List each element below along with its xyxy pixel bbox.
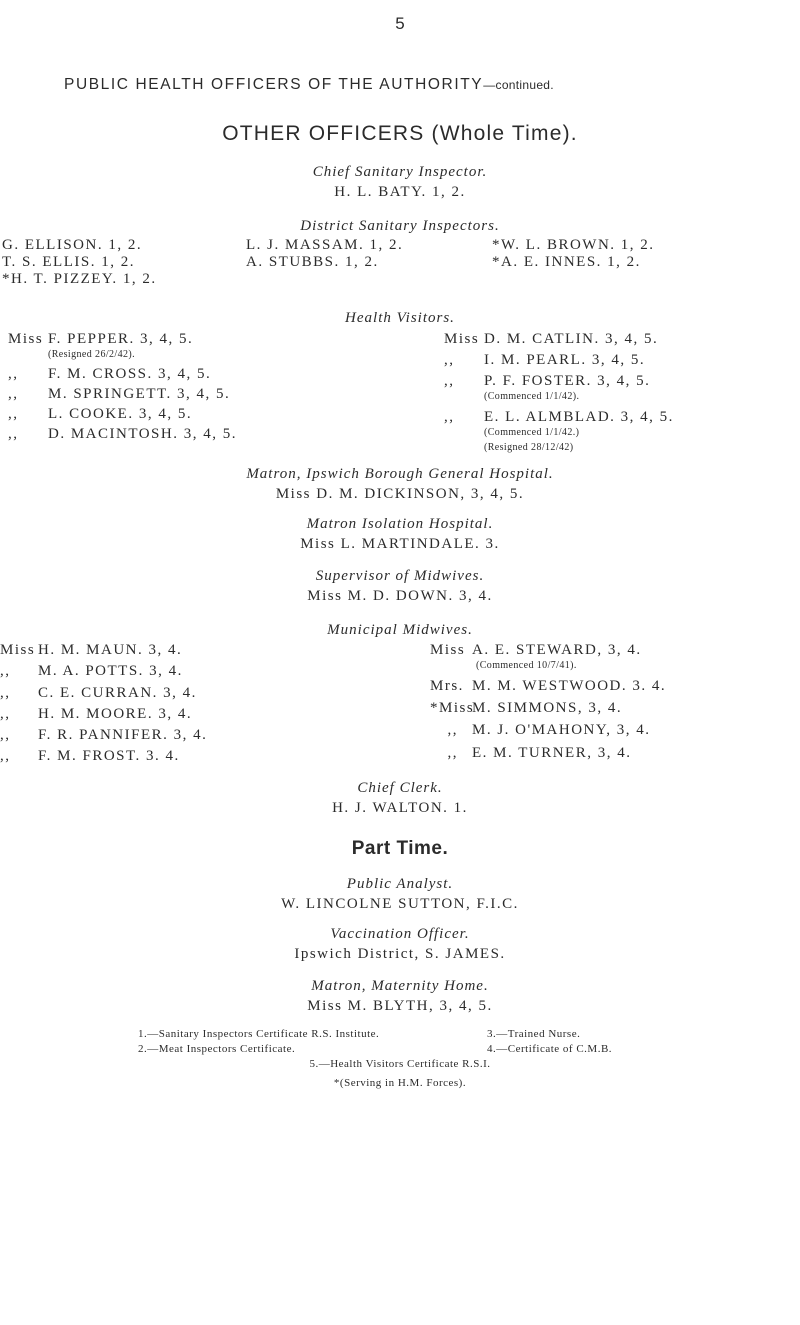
dsi-col1-row1: G. ELLISON. 1, 2.	[2, 237, 143, 253]
mm-right-name: E. M. TURNER, 3, 4.	[472, 745, 632, 761]
public-analyst-name: W. LINCOLNE SUTTON, F.I.C.	[281, 896, 519, 912]
mm-right-name: M. SIMMONS, 3, 4.	[472, 700, 623, 716]
page-number: 5	[395, 14, 405, 33]
mm-right-prefix: Mrs.	[430, 678, 464, 694]
dsi-col1-row2: T. S. ELLIS. 1, 2.	[2, 254, 135, 270]
matron-maternity-name: Miss M. BLYTH, 3, 4, 5.	[307, 998, 493, 1014]
hv-left-name: F. PEPPER. 3, 4, 5.	[48, 331, 194, 347]
footnote-3: 3.—Trained Nurse.	[487, 1028, 581, 1040]
hv-right-row3	[444, 373, 650, 390]
mm-left-name: M. A. POTTS. 3, 4.	[38, 663, 183, 679]
mm-left-row3	[0, 685, 197, 702]
hv-left-name: F. M. CROSS. 3, 4, 5.	[48, 366, 212, 382]
mm-right-row4	[430, 722, 651, 739]
mm-left-name: H. M. MOORE. 3, 4.	[38, 706, 193, 722]
hv-left-note: (Resigned 26/2/42).	[48, 349, 136, 360]
hv-left-prefix: ,,	[8, 386, 19, 402]
hv-left-row2	[8, 366, 211, 383]
footnote-1: 1.—Sanitary Inspectors Certificate R.S. Institute.	[138, 1028, 380, 1040]
running-header-suffix: —continued.	[483, 78, 554, 92]
hv-right-prefix: ,,	[444, 409, 455, 425]
mm-left-prefix: Miss	[0, 642, 36, 658]
hv-right-note-2: (Resigned 28/12/42)	[484, 442, 574, 453]
mm-left-row6	[0, 748, 180, 765]
supervisor-midwives-name: Miss M. D. DOWN. 3, 4.	[307, 588, 493, 604]
footnote-5: 5.—Health Visitors Certificate R.S.I.	[309, 1058, 491, 1070]
hv-left-prefix: ,,	[8, 426, 19, 442]
mm-right-name: M. J. O'MAHONY, 3, 4.	[472, 722, 651, 738]
matron-general-name: Miss D. M. DICKINSON, 3, 4, 5.	[275, 486, 525, 502]
matron-maternity-title: Matron, Maternity Home.	[311, 978, 489, 994]
health-visitors-title: Health Visitors.	[345, 310, 455, 326]
mm-right-name: M. M. WESTWOOD. 3. 4.	[472, 678, 667, 694]
hv-left-row5	[8, 426, 237, 443]
matron-general-title: Matron, Ipswich Borough General Hospital.	[246, 466, 554, 482]
mm-right-row2	[430, 678, 666, 695]
serving-note: *(Serving in H.M. Forces).	[333, 1077, 467, 1089]
hv-right-row1	[444, 331, 658, 348]
hv-right-name: E. L. ALMBLAD. 3, 4, 5.	[484, 409, 674, 425]
chief-sanitary-inspector-title: Chief Sanitary Inspector.	[312, 164, 488, 180]
hv-right-note: (Commenced 1/1/42).	[484, 391, 580, 402]
chief-sanitary-inspector-name: H. L. BATY. 1, 2.	[334, 184, 466, 200]
supervisor-midwives-title: Supervisor of Midwives.	[315, 568, 485, 584]
hv-left-prefix: ,,	[8, 366, 19, 382]
matron-isolation-title: Matron Isolation Hospital.	[306, 516, 494, 532]
part-time-heading: Part Time.	[351, 838, 449, 859]
hv-left-name: L. COOKE. 3, 4, 5.	[48, 406, 193, 422]
hv-left-row1	[8, 331, 193, 348]
hv-right-row4	[444, 409, 674, 426]
running-header-text: PUBLIC HEALTH OFFICERS OF THE AUTHORITY	[64, 76, 484, 93]
mm-left-name: F. R. PANNIFER. 3, 4.	[38, 727, 208, 743]
municipal-midwives-title: Municipal Midwives.	[327, 622, 473, 638]
mm-right-prefix: Miss	[430, 642, 466, 658]
mm-left-prefix: ,,	[0, 706, 11, 722]
running-header	[64, 76, 554, 94]
mm-right-prefix: ,,	[447, 722, 458, 738]
dsi-col1-row3: *H. T. PIZZEY. 1, 2.	[2, 271, 157, 287]
mm-left-row5	[0, 727, 207, 744]
hv-right-name: I. M. PEARL. 3, 4, 5.	[484, 352, 646, 368]
footnote-4: 4.—Certificate of C.M.B.	[487, 1043, 613, 1055]
hv-right-prefix: Miss	[444, 331, 480, 347]
mm-left-name: H. M. MAUN. 3, 4.	[38, 642, 183, 658]
footnote-2: 2.—Meat Inspectors Certificate.	[138, 1043, 296, 1055]
mm-left-prefix: ,,	[0, 727, 11, 743]
mm-right-row3	[430, 700, 622, 717]
mm-right-prefix: *Miss	[430, 700, 475, 716]
hv-right-prefix: ,,	[444, 373, 455, 389]
mm-left-prefix: ,,	[0, 748, 11, 764]
hv-left-name: D. MACINTOSH. 3, 4, 5.	[48, 426, 237, 442]
dsi-col2-row2: A. STUBBS. 1, 2.	[246, 254, 379, 270]
mm-right-name: A. E. STEWARD, 3, 4.	[472, 642, 642, 658]
hv-right-note: (Commenced 1/1/42.)	[484, 427, 580, 438]
hv-right-name: D. M. CATLIN. 3, 4, 5.	[484, 331, 659, 347]
vaccination-officer-title: Vaccination Officer.	[330, 926, 470, 942]
main-heading: OTHER OFFICERS (Whole Time).	[222, 122, 578, 145]
hv-left-prefix: Miss	[8, 331, 44, 347]
mm-right-prefix: ,,	[447, 745, 458, 761]
dsi-col3-row2: *A. E. INNES. 1, 2.	[492, 254, 641, 270]
mm-left-name: F. M. FROST. 3. 4.	[38, 748, 180, 764]
vaccination-officer-name: Ipswich District, S. JAMES.	[294, 946, 506, 962]
dsi-col2-row1: L. J. MASSAM. 1, 2.	[246, 237, 404, 253]
chief-clerk-title: Chief Clerk.	[357, 780, 443, 796]
mm-left-prefix: ,,	[0, 663, 11, 679]
mm-right-note: (Commenced 10/7/41).	[476, 660, 577, 671]
hv-left-name: M. SPRINGETT. 3, 4, 5.	[48, 386, 231, 402]
hv-right-prefix: ,,	[444, 352, 455, 368]
hv-left-row3	[8, 386, 230, 403]
mm-right-row1	[430, 642, 642, 659]
dsi-col3-row1: *W. L. BROWN. 1, 2.	[492, 237, 655, 253]
mm-right-row5	[430, 745, 631, 762]
mm-left-prefix: ,,	[0, 685, 11, 701]
hv-right-name: P. F. FOSTER. 3, 4, 5.	[484, 373, 651, 389]
mm-left-name: C. E. CURRAN. 3, 4.	[38, 685, 197, 701]
chief-clerk-name: H. J. WALTON. 1.	[332, 800, 468, 816]
public-analyst-title: Public Analyst.	[346, 876, 454, 892]
mm-left-row4	[0, 706, 192, 723]
hv-right-row2	[444, 352, 645, 369]
mm-left-row2	[0, 663, 183, 680]
hv-left-row4	[8, 406, 192, 423]
matron-isolation-name: Miss L. MARTINDALE. 3.	[300, 536, 500, 552]
hv-left-prefix: ,,	[8, 406, 19, 422]
district-sanitary-inspectors-title: District Sanitary Inspectors.	[300, 218, 500, 234]
mm-left-row1	[0, 642, 182, 659]
